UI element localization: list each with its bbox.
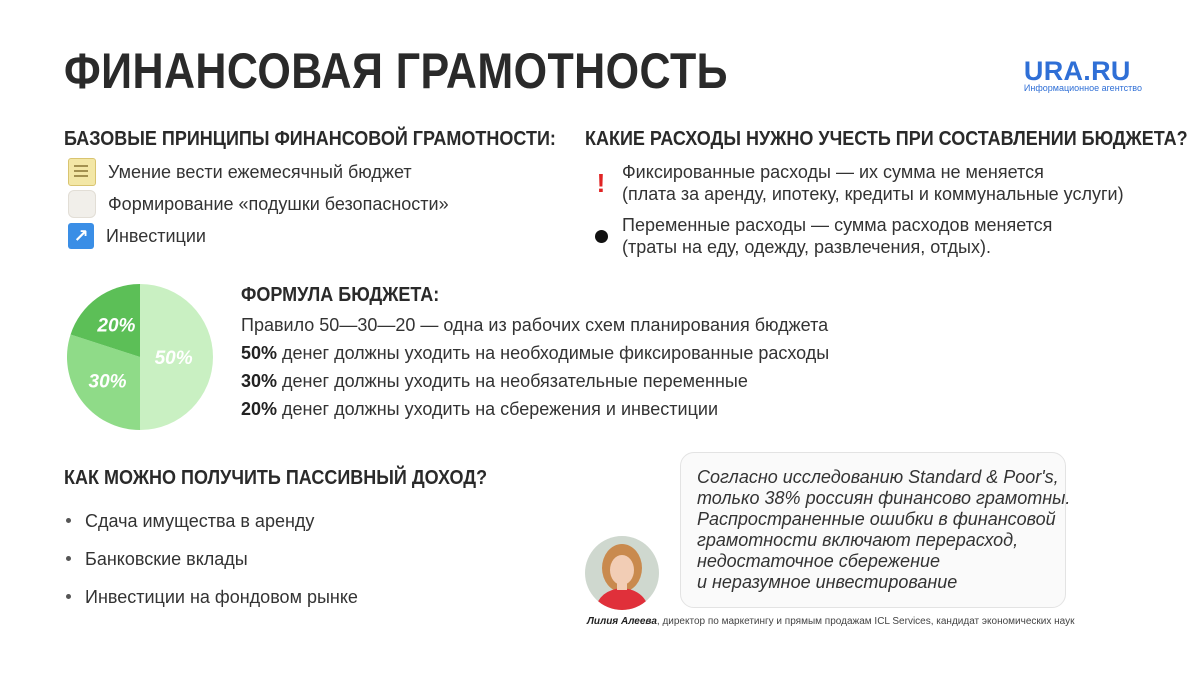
principles-list — [68, 156, 449, 252]
list-item — [66, 540, 358, 578]
formula-line — [241, 339, 829, 367]
expense-item — [580, 161, 1124, 205]
author-caption — [587, 616, 1074, 627]
logo-main-text: URA.RU — [1023, 56, 1131, 86]
expense-line: Фиксированные расходы — их сумма не меняется — [622, 162, 1044, 182]
author-name: Лилия Алеева — [587, 616, 657, 627]
pie-slice-label: 20% — [97, 315, 136, 337]
pie-slice-label: 30% — [88, 371, 127, 393]
formula-percent: 20% — [241, 399, 278, 419]
quote-line: Распространенные ошибки в финансовой — [697, 509, 1056, 529]
formula-heading: ФОРМУЛА БЮДЖЕТА: — [241, 284, 440, 306]
list-item — [66, 502, 358, 540]
expenses-heading: КАКИЕ РАСХОДЫ НУЖНО УЧЕСТЬ ПРИ СОСТАВЛЕНИИ БЮДЖЕТА? — [585, 128, 1188, 150]
exclamation-icon: ! — [596, 167, 606, 198]
pie-slice-label: 50% — [154, 348, 193, 369]
formula-text: денег должны уходить на необходимые фиксированные расходы — [277, 343, 830, 363]
principle-item — [68, 156, 449, 188]
principle-label: Инвестиции — [106, 225, 206, 246]
expense-item — [580, 214, 1124, 258]
formula-text: денег должны уходить на сбережения и инвестиции — [277, 399, 719, 419]
pillow-icon — [68, 190, 96, 218]
list-item-label: Сдача имущества в аренду — [85, 511, 315, 531]
principle-label: Умение вести ежемесячный бюджет — [108, 161, 412, 182]
page-title: ФИНАНСОВАЯ ГРАМОТНОСТЬ — [64, 43, 729, 99]
avatar — [585, 536, 659, 610]
expenses-list — [580, 161, 1124, 258]
formula-percent: 30% — [241, 371, 278, 391]
bullet-icon — [66, 556, 71, 561]
formula-rule: Правило 50—30—20 — одна из рабочих схем планирования бюджета — [241, 315, 829, 335]
memo-icon — [68, 158, 96, 186]
principle-label: Формирование «подушки безопасности» — [108, 193, 449, 214]
bullet-icon — [66, 594, 71, 599]
budget-pie-chart — [64, 281, 216, 433]
expense-line: (траты на еду, одежду, развлечения, отдых). — [622, 237, 991, 257]
logo-subtitle: Информационное агентство — [1023, 83, 1142, 93]
expense-line: (плата за аренду, ипотеку, кредиты и коммунальные услуги) — [622, 184, 1124, 204]
formula-percent: 50% — [241, 343, 278, 363]
quote-line: только 38% россиян финансово грамотны. — [697, 488, 1071, 508]
quote-line: недостаточное сбережение — [697, 551, 940, 571]
expense-text — [622, 214, 1052, 258]
quote-text — [697, 467, 1071, 593]
formula-lines — [241, 311, 829, 423]
list-item — [66, 578, 358, 616]
quote-line: и неразумное инвестирование — [697, 572, 958, 592]
portrait-icon — [585, 536, 659, 610]
bullet-icon — [66, 518, 71, 523]
bullet-dot-icon — [580, 214, 622, 258]
formula-line — [241, 367, 829, 395]
principles-heading: БАЗОВЫЕ ПРИНЦИПЫ ФИНАНСОВОЙ ГРАМОТНОСТИ: — [64, 128, 556, 150]
formula-text: денег должны уходить на необязательные переменные — [277, 371, 748, 391]
list-item-label: Инвестиции на фондовом рынке — [85, 587, 358, 607]
quote-box — [680, 452, 1071, 608]
passive-heading: КАК МОЖНО ПОЛУЧИТЬ ПАССИВНЫЙ ДОХОД? — [64, 467, 488, 489]
expense-text — [622, 161, 1124, 205]
quote-line: Согласно исследованию Standard & Poor's, — [697, 467, 1059, 487]
quote-line: грамотности включают перерасход, — [697, 530, 1019, 550]
author-role: , директор по маркетингу и прямым продажам ICL Services, кандидат экономических наук — [656, 616, 1075, 627]
passive-list — [66, 502, 358, 616]
up-right-arrow-icon: ↗ — [68, 223, 94, 249]
principle-item — [68, 188, 449, 220]
principle-item — [68, 220, 449, 252]
formula-line — [241, 395, 829, 423]
list-item-label: Банковские вклады — [85, 549, 248, 569]
ura-logo[interactable] — [1024, 58, 1142, 93]
expense-line: Переменные расходы — сумма расходов меняется — [622, 215, 1053, 235]
